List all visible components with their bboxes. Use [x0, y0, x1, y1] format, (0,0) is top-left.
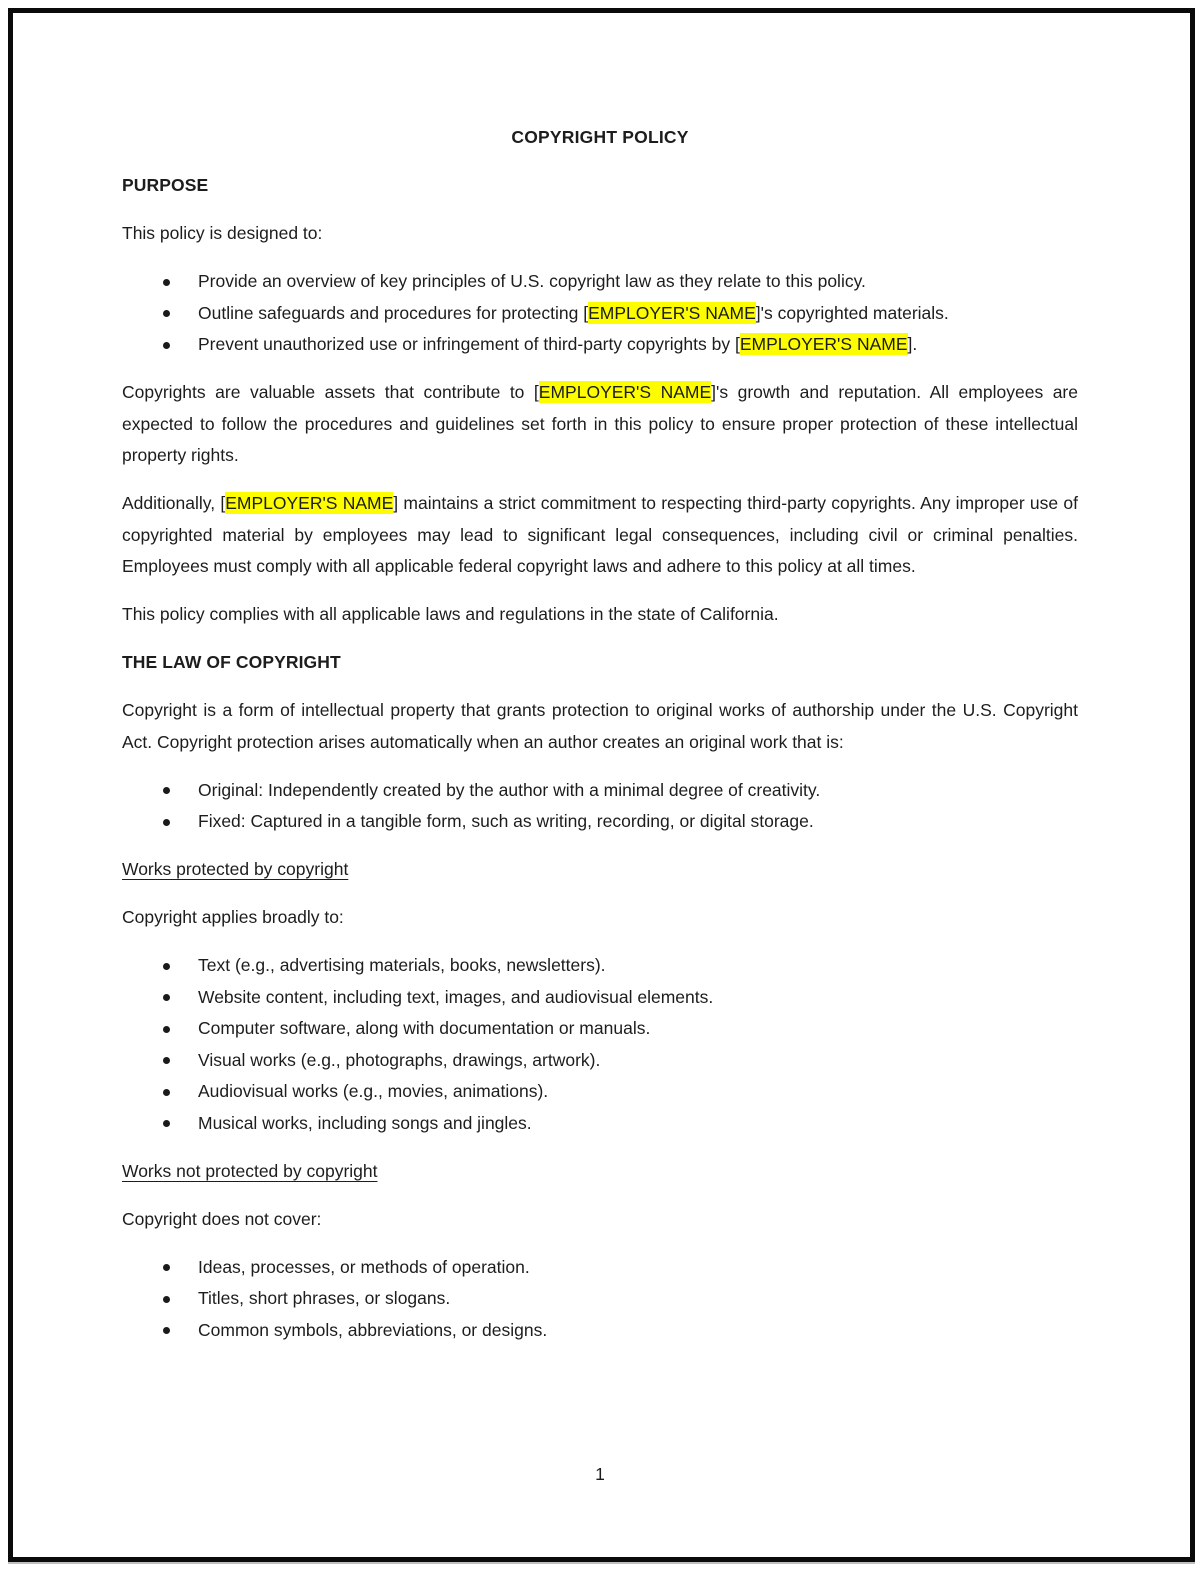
bullet-icon	[163, 1264, 170, 1271]
text-segment: ].	[907, 334, 918, 354]
bullet-icon	[163, 819, 170, 826]
text-segment: This policy is designed to:	[122, 223, 323, 243]
list-item	[122, 982, 1078, 1014]
text-segment: Original: Independently created by the author with a minimal degree of creativity.	[198, 779, 821, 800]
text-segment: Audiovisual works (e.g., movies, animations).	[198, 1081, 549, 1101]
list-item	[122, 329, 1078, 361]
subsection-heading: Works protected by copyright	[122, 859, 349, 879]
list-item	[122, 1045, 1078, 1077]
bullet-icon	[163, 1327, 170, 1334]
paragraph	[122, 218, 1078, 250]
text-segment: Text (e.g., advertising materials, books, newsletters).	[198, 955, 606, 975]
paragraph	[122, 488, 1078, 583]
bullet-icon	[163, 342, 170, 349]
text-segment: Common symbols, abbreviations, or designs.	[198, 1319, 548, 1340]
bullet-icon	[163, 310, 170, 317]
bullet-icon	[163, 1120, 170, 1127]
paragraph	[122, 695, 1078, 758]
text-segment: Musical works, including songs and jingles.	[198, 1112, 532, 1133]
list-item	[122, 806, 1078, 838]
page-number: 1	[595, 1464, 605, 1484]
text-segment: Copyright is a form of intellectual property that grants protection to original works of authorship under the U.S. Copyright Act. Copyright protection arises automatically when an author creates an original work that is:	[122, 700, 1078, 752]
list-item	[122, 1252, 1078, 1284]
text-segment: Additionally, [	[122, 493, 226, 513]
paragraph	[122, 1204, 1078, 1236]
text-segment: Titles, short phrases, or slogans.	[198, 1288, 451, 1308]
text-segment: Fixed: Captured in a tangible form, such as writing, recording, or digital storage.	[198, 811, 814, 831]
employer-name-highlight: EMPLOYER'S NAME	[588, 302, 756, 323]
bullet-icon	[163, 1296, 170, 1303]
bullet-list	[122, 266, 1078, 361]
subsection-heading: Works not protected by copyright	[122, 1160, 378, 1181]
text-segment: ]'s growth and reputation. All employees are expected to follow the procedures and guidelines set forth in this policy to ensure proper protection of these intellectual property rights.	[122, 382, 1078, 465]
employer-name-highlight: EMPLOYER'S NAME	[538, 382, 712, 402]
list-item	[122, 298, 1078, 330]
document-title: COPYRIGHT POLICY	[511, 127, 689, 147]
bullet-icon	[163, 1057, 170, 1064]
paragraph	[122, 902, 1078, 934]
bullet-icon	[163, 787, 170, 794]
list-item	[122, 950, 1078, 982]
bullet-list	[122, 950, 1078, 1139]
list-item	[122, 266, 1078, 298]
text-segment: ]'s copyrighted materials.	[755, 302, 949, 323]
text-segment: This policy complies with all applicable laws and regulations in the state of California.	[122, 604, 779, 624]
paragraph	[122, 377, 1078, 472]
bullet-icon	[163, 279, 170, 286]
text-segment: Copyrights are valuable assets that contribute to [	[122, 382, 539, 402]
text-segment: Outline safeguards and procedures for protecting [	[198, 302, 589, 323]
list-item	[122, 1315, 1078, 1347]
section-heading: PURPOSE	[122, 175, 209, 195]
text-segment: Visual works (e.g., photographs, drawings, artwork).	[198, 1049, 601, 1070]
bullet-icon	[163, 1026, 170, 1033]
list-item	[122, 1108, 1078, 1140]
bullet-icon	[163, 1089, 170, 1096]
list-item	[122, 1076, 1078, 1108]
text-segment: Website content, including text, images, and audiovisual elements.	[198, 986, 714, 1007]
list-item	[122, 1283, 1078, 1315]
list-item	[122, 775, 1078, 807]
section-heading: THE LAW OF COPYRIGHT	[122, 652, 341, 672]
text-segment: Copyright applies broadly to:	[122, 907, 344, 927]
text-segment: Computer software, along with documentation or manuals.	[198, 1018, 651, 1038]
bullet-icon	[163, 994, 170, 1001]
text-segment: Provide an overview of key principles of U.S. copyright law as they relate to this policy.	[198, 271, 866, 291]
employer-name-highlight: EMPLOYER'S NAME	[739, 334, 908, 354]
bullet-icon	[163, 963, 170, 970]
list-item	[122, 1013, 1078, 1045]
text-segment: ] maintains a strict commitment to respecting third-party copyrights. Any improper use of copyrighted material by employees may lead to significant legal consequences, including civil or criminal penalties. Employees must comply with all applicable federal copyright laws and adhere to this policy at all times.	[122, 493, 1078, 576]
bullet-list	[122, 775, 1078, 838]
text-segment: Prevent unauthorized use or infringement of third-party copyrights by [	[198, 334, 740, 354]
paragraph	[122, 599, 1078, 631]
text-segment: Ideas, processes, or methods of operation.	[198, 1256, 530, 1277]
text-segment: Copyright does not cover:	[122, 1208, 322, 1229]
bullet-list	[122, 1252, 1078, 1347]
document-content	[122, 122, 1078, 1346]
employer-name-highlight: EMPLOYER'S NAME	[225, 493, 394, 513]
